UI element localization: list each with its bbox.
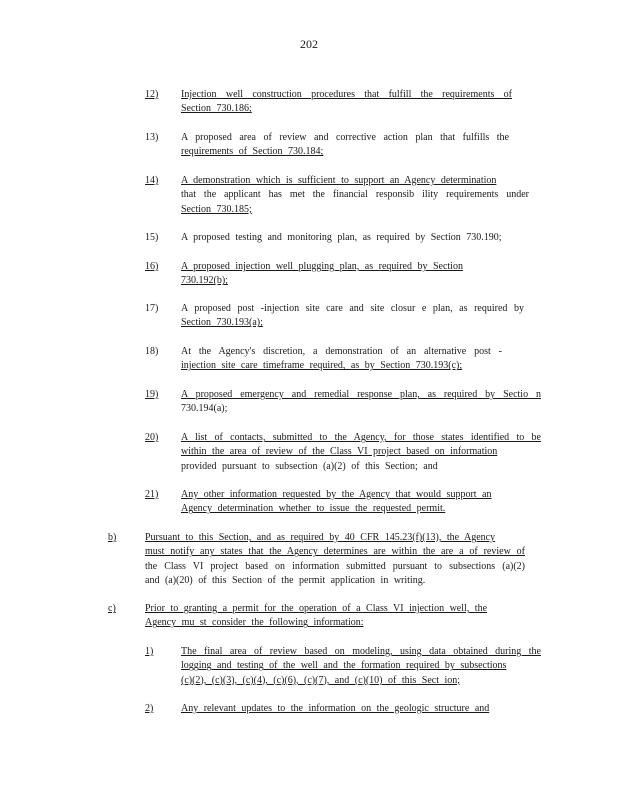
list-item-number: 16) [145,261,159,272]
text-line: Section 730.185; [181,203,252,215]
text-line: Section 730.193(a); [181,317,263,329]
text-line: Injection well construction procedures that fulfill the requirements of [181,89,512,100]
list-item-text [181,131,509,160]
list-item-text [145,602,507,631]
list-item-text [181,702,517,716]
list-item-number: 13) [145,132,159,143]
text-line: requirements of Section 730.184; [181,146,324,158]
text-line: Prior to granting a permit for the operation of a Class VI injection well, the [145,603,488,614]
text-line: Any other information requested by the Agency that would support an [181,489,492,500]
list-item-number: 1) [145,646,154,657]
list-item-text [181,231,526,245]
text-line: Section 730.186; [181,103,252,115]
text-line: that the applicant has met the financial responsib ility requirements under [181,189,529,201]
text-line: A proposed testing and monitoring plan, as required by Section 730.190; [181,232,502,243]
page-number: 202 [300,37,318,51]
text-line: must notify any states that the Agency determines are within the are a of review of [145,546,525,558]
text-line: (c)(2), (c)(3), (c)(4), (c)(6), (c)(7), and (c)(10) of this Sect ion; [181,674,461,686]
text-line: and (a)(20) of this Section of the permit application in writing. [145,575,426,587]
text-line: 730.192(b); [181,275,228,287]
list-item-number: 21) [145,489,159,500]
list-item-number: b) [108,532,117,543]
text-line: A proposed emergency and remedial response plan, as required by Sectio n [181,389,541,400]
text-line: A list of contacts, submitted to the Agency, for those states identified to be [181,432,541,443]
list-item-number: 15) [145,232,159,243]
list-item-number: 18) [145,346,159,357]
list-item-number: 19) [145,389,159,400]
text-line: provided pursuant to subsection (a)(2) of this Section; and [181,460,438,472]
text-line: Any relevant updates to the information on the geologic structure and [181,703,490,714]
list-item-number: 12) [145,89,159,100]
text-line: At the Agency's discretion, a demonstration of an alternative post - [181,346,502,357]
text-line: A demonstration which is sufficient to support an Agency determination [181,175,497,186]
text-line: injection site care timeframe required, as by Section 730.193(c); [181,360,463,372]
list-item-text [181,345,502,374]
text-line: A proposed post -injection site care and site closur e plan, as required by [181,303,524,314]
list-item-text [181,174,529,217]
text-line: Agency mu st consider the following information: [145,617,364,629]
text-line: Pursuant to this Section, and as required by 40 CFR 145.23(f)(13), the Agency [145,532,496,543]
text-line: logging and testing of the well and the formation required by subsections [181,660,507,672]
list-item-text [181,388,541,417]
text-line: The final area of review based on modeling, using data obtained during the [181,646,541,657]
list-item-number: c) [108,603,116,614]
text-line: A proposed injection well plugging plan, as required by Section [181,261,463,272]
text-line: Agency determination whether to issue the requested permit. [181,503,446,515]
text-line: within the area of review of the Class VI project based on information [181,446,498,458]
list-item-number: 17) [145,303,159,314]
list-item-number: 20) [145,432,159,443]
list-item-text [181,431,541,474]
list-item-text [181,488,519,517]
list-item-text [181,302,524,331]
list-item-text [181,260,489,289]
text-line: 730.194(a); [181,403,228,415]
list-item-number: 14) [145,175,159,186]
list-item-text [181,645,541,688]
text-line: A proposed area of review and corrective action plan that fulfills the [181,132,509,143]
list-item-number: 2) [145,703,154,714]
text-line: the Class VI project based on information submitted pursuant to subsections (a)(2) [145,560,525,572]
list-item-text [181,88,512,117]
list-item-text [145,531,525,589]
